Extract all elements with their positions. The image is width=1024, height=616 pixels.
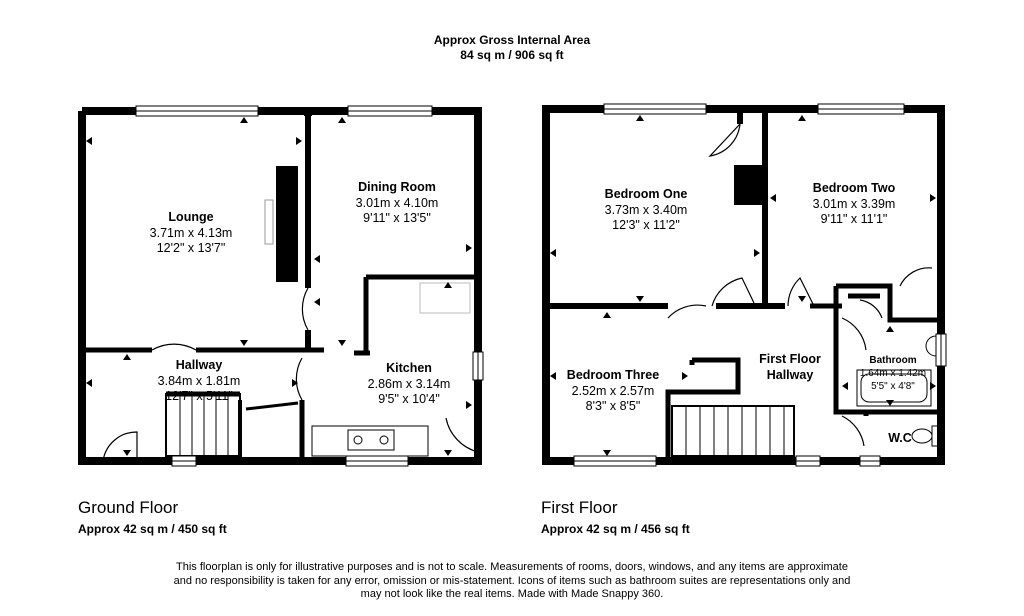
bedroom-three-imperial: 8'3" x 8'5" (585, 399, 641, 413)
back-door-swing (446, 408, 478, 452)
toilet-bowl (912, 429, 932, 443)
chimney-breast (734, 165, 764, 205)
kitchen-metric: 2.86m x 3.14m (367, 377, 451, 391)
first-floor-hallway-name-line1: First Floor (759, 352, 821, 366)
bedroom-one-metric: 3.73m x 3.40m (604, 203, 688, 217)
disclaimer-line: and no responsibility is taken for any error, omission or mis-statement. Icons of items such as bathroom suites are representations only and (173, 574, 851, 587)
bedroom-one-name: Bedroom One (604, 187, 688, 201)
dining-room-metric: 3.01m x 4.10m (355, 196, 439, 210)
fireplace-hearth (265, 200, 273, 244)
hallway-imperial: 12'7" x 5'11" (165, 389, 233, 403)
bedroom-two-imperial: 9'11" x 11'1" (820, 212, 888, 226)
basin (926, 336, 936, 356)
door-swing (302, 288, 308, 330)
door-swing (842, 318, 866, 350)
door-swing (710, 124, 740, 156)
first-floor-title: First Floor (541, 498, 618, 517)
kitchen-imperial: 9'5" x 10'4" (378, 392, 440, 406)
dining-room-imperial: 9'11" x 13'5" (363, 211, 431, 225)
kitchen-sink (348, 430, 394, 450)
bathroom-imperial: 5'5" x 4'8" (871, 381, 915, 392)
ground-outer-wall (82, 111, 478, 461)
front-door-swing (103, 432, 137, 461)
disclaimer (160, 561, 864, 602)
kitchen-name: Kitchen (386, 361, 432, 375)
ground-stairs (166, 394, 240, 456)
lounge-metric: 3.71m x 4.13m (149, 226, 233, 240)
door-swing (668, 305, 706, 318)
bedroom-two-name: Bedroom Two (812, 181, 896, 195)
door-swing (860, 300, 882, 318)
first-floor-area: Approx 42 sq m / 456 sq ft (541, 522, 690, 536)
chimney-breast (276, 166, 298, 282)
bedroom-one-imperial: 12'3" x 11'2" (612, 218, 680, 232)
wc-name: W.C (888, 431, 912, 445)
hallway-metric: 3.84m x 1.81m (157, 374, 241, 388)
dining-room-name: Dining Room (358, 180, 436, 194)
bathroom-name: Bathroom (869, 355, 917, 366)
door-swing (842, 416, 864, 446)
door-swing (296, 358, 302, 400)
door-swing (900, 268, 932, 286)
bedroom-two-metric: 3.01m x 3.39m (812, 197, 896, 211)
disclaimer-line: This floorplan is only for illustrative purposes and is not to scale. Measurements of rooms, doors, windows, and any items are approximate (176, 561, 848, 573)
gross-area-value: 84 sq m / 906 sq ft (460, 48, 564, 62)
bathroom-metric: 1.64m x 1.42m (859, 368, 927, 379)
hallway-name: Hallway (175, 358, 223, 372)
gross-area-label: Approx Gross Internal Area (433, 33, 591, 47)
ground-floor-title: Ground Floor (78, 498, 179, 517)
first-floor-hallway-name-line2: Hallway (766, 368, 814, 382)
bedroom-three-name: Bedroom Three (566, 368, 660, 382)
door-swing (712, 278, 754, 306)
door-swing (788, 278, 814, 306)
disclaimer-line: may not look like the real items. Made with Made Snappy 360. (360, 588, 664, 600)
bedroom-three-metric: 2.52m x 2.57m (571, 384, 655, 398)
first-stairs (672, 406, 794, 456)
lounge-name: Lounge (168, 210, 214, 224)
lounge-imperial: 12'2" x 13'7" (156, 241, 226, 255)
ground-floor-plan (82, 106, 483, 466)
door-swing (152, 344, 196, 350)
cupboard-wall (836, 286, 941, 320)
ground-floor-area: Approx 42 sq m / 450 sq ft (78, 522, 227, 536)
